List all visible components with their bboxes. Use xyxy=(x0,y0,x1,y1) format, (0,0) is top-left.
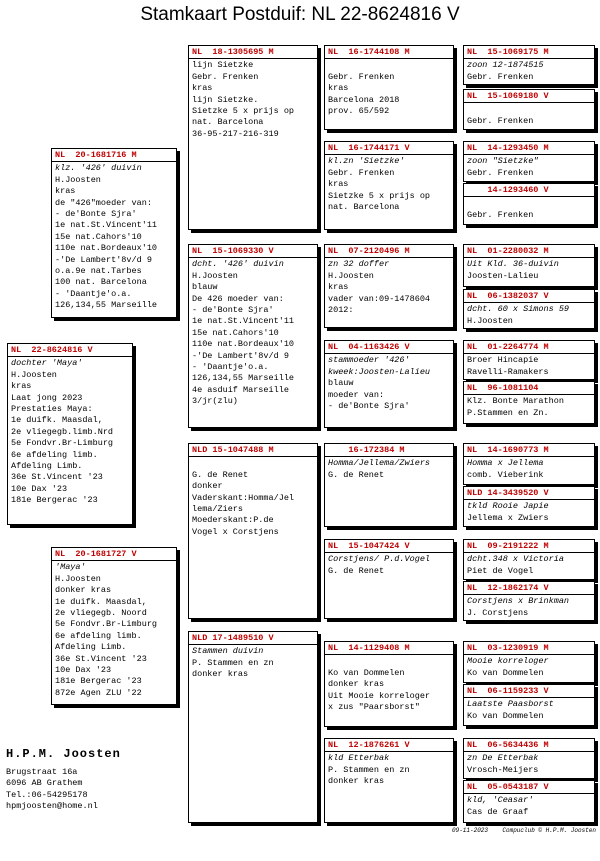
pigeon-details xyxy=(325,553,453,578)
owner-phone: Tel.:06-54295178 xyxy=(6,789,88,800)
detail-line: 2012: xyxy=(328,305,354,316)
pigeon-details xyxy=(325,354,453,413)
detail-line: kras xyxy=(192,83,213,94)
detail-line: tkld Rooie Japie xyxy=(467,501,549,512)
ring-number: NL 12-1862174 V xyxy=(464,582,594,595)
detail-line: 5e Fondvr.Br-Limburg xyxy=(55,619,158,630)
detail-line: o.a.9e nat.Tarbes xyxy=(55,266,142,277)
pigeon-details xyxy=(325,59,453,118)
detail-line: 2e vliegegb. Noord xyxy=(55,608,147,619)
pigeon-details xyxy=(464,752,594,777)
pigeon-details xyxy=(52,162,176,312)
owner-address-line: 6096 AB Grathem xyxy=(6,778,83,789)
pigeon-card-mfmm[interactable] xyxy=(463,581,595,621)
detail-line: P. Stammen en zn xyxy=(328,764,410,775)
pigeon-card-fmmf[interactable] xyxy=(463,340,595,380)
detail-line: dcht. '426' duivin xyxy=(192,259,284,270)
detail-line: 872e Agen ZLU '22 xyxy=(55,687,142,698)
detail-line: Gebr. Frenken xyxy=(467,115,534,126)
detail-line: Stammen duivin xyxy=(192,646,264,657)
detail-line: 126,134,55 Marseille xyxy=(55,300,158,311)
ring-number: NL 20-1681716 M xyxy=(52,149,176,162)
pigeon-card-mfmf[interactable] xyxy=(463,539,595,580)
detail-line: moeder van: xyxy=(328,389,385,400)
detail-line: donker kras xyxy=(192,669,249,680)
detail-line: Broer Hincapie xyxy=(467,355,539,366)
pigeon-details xyxy=(325,457,453,482)
pigeon-card-mmm[interactable] xyxy=(324,738,454,823)
detail-line: 5e Fondvr.Br-Limburg xyxy=(11,438,114,449)
pigeon-details xyxy=(189,258,317,408)
page-title: Stamkaart Postduif: NL 22-8624816 V xyxy=(140,4,460,25)
pigeon-card-mmff[interactable] xyxy=(463,641,595,683)
detail-line xyxy=(467,198,591,209)
detail-line: Uit Kld. 36-duivin xyxy=(467,259,559,270)
detail-line: kras xyxy=(328,179,349,190)
pigeon-card-subject[interactable] xyxy=(7,343,133,525)
ring-number: NL 14-1690773 M xyxy=(464,444,594,457)
detail-line: Homma/Jellema/Zwiers xyxy=(328,458,431,469)
detail-line: Ko van Dommelen xyxy=(467,667,544,678)
pigeon-card-mmf[interactable] xyxy=(324,641,454,727)
pigeon-card-ffmm[interactable] xyxy=(463,183,595,225)
detail-line: Laatste Paasborst xyxy=(467,699,554,710)
detail-line: 10e Dax '23 xyxy=(11,483,68,494)
pigeon-card-ff[interactable] xyxy=(188,45,318,230)
detail-line: kras xyxy=(328,282,349,293)
pigeon-card-fmm[interactable] xyxy=(324,340,454,428)
detail-line: -'De Lambert'8v/d 9 xyxy=(192,350,289,361)
pigeon-card-ffff[interactable] xyxy=(463,45,595,85)
ring-number: NL 18-1305695 M xyxy=(189,46,317,59)
pigeon-card-mmfm[interactable] xyxy=(463,684,595,726)
detail-line: kld Etterbak xyxy=(328,753,390,764)
detail-line: 181e Bergerac '23 xyxy=(55,676,142,687)
detail-line: Corstjens x Brinkman xyxy=(467,596,570,607)
detail-line: zn 32 doffer xyxy=(328,259,390,270)
ring-number: NL 14-1129408 M xyxy=(325,642,453,655)
pigeon-card-fmff[interactable] xyxy=(463,244,595,287)
pigeon-details xyxy=(464,258,594,283)
detail-line: Moederskant:P.de xyxy=(192,515,274,526)
pigeon-card-fffm[interactable] xyxy=(463,89,595,130)
detail-line: 3/jr(zlu) xyxy=(192,396,238,407)
detail-line: klz. '426' duivin xyxy=(55,163,142,174)
pigeon-card-mffm[interactable] xyxy=(463,486,595,527)
detail-line: zoon 12-1874515 xyxy=(467,60,544,71)
detail-line: 4e asduif Marseille xyxy=(192,384,289,395)
detail-line: dcht.348 x Victoria xyxy=(467,554,564,565)
detail-line: Ko van Dommelen xyxy=(328,667,405,678)
detail-line: 1e duifk. Maasdal, xyxy=(11,415,103,426)
detail-line: kl.zn 'Sietzke' xyxy=(328,156,405,167)
ring-number: NL 06-1382037 V xyxy=(464,290,594,303)
ring-number: NL 07-2120496 M xyxy=(325,245,453,258)
pigeon-card-mff[interactable] xyxy=(324,443,454,527)
detail-line: 1e nat.St.Vincent'11 xyxy=(192,316,295,327)
detail-line: - de'Bonte Sjra' xyxy=(328,401,410,412)
detail-line: lijn Sietzke xyxy=(192,60,254,71)
detail-line: G. de Renet xyxy=(328,565,385,576)
ring-number: NLD 17-1489510 V xyxy=(189,632,317,645)
detail-line: Sietzke 5 x prijs op xyxy=(328,190,431,201)
pigeon-details xyxy=(464,655,594,680)
ring-number: NL 16-1744108 M xyxy=(325,46,453,59)
detail-line: de "426"moeder van: xyxy=(55,197,152,208)
pigeon-details xyxy=(464,500,594,525)
pigeon-card-mmmm[interactable] xyxy=(463,780,595,823)
detail-line: Piet de Vogel xyxy=(467,565,534,576)
detail-line: 'Maya' xyxy=(55,562,86,573)
ring-number: 16-172384 M xyxy=(325,444,453,457)
pigeon-details xyxy=(464,395,594,420)
detail-line: 100 nat. Barcelona xyxy=(55,277,147,288)
ring-number: NL 06-5634436 M xyxy=(464,739,594,752)
detail-line: donker kras xyxy=(328,679,385,690)
owner-email: hpmjoosten@home.nl xyxy=(6,801,98,812)
detail-line: Joosten-Lalieu xyxy=(467,270,539,281)
ring-number: NL 22-8624816 V xyxy=(8,344,132,357)
detail-line: Klz. Bonte Marathon xyxy=(467,396,564,407)
detail-line: 6e afdeling limb. xyxy=(55,630,142,641)
detail-line: - 'Daantje'o.a. xyxy=(55,288,132,299)
pigeon-card-father[interactable] xyxy=(51,148,177,318)
detail-line: stammoeder '426' xyxy=(328,355,410,366)
ring-number: NL 15-1069180 V xyxy=(464,90,594,103)
ring-number: NL 03-1230919 M xyxy=(464,642,594,655)
ring-number: NL 01-2264774 M xyxy=(464,341,594,354)
detail-line: P.Stammen en Zn. xyxy=(467,407,549,418)
detail-line: 126,134,55 Marseille xyxy=(192,373,295,384)
detail-line: nat. Barcelona xyxy=(192,117,264,128)
detail-line: Corstjens/ P.d.Vogel xyxy=(328,554,431,565)
detail-line: lema/Ziers xyxy=(192,504,244,515)
detail-line: 110e nat.Bordeaux'10 xyxy=(55,243,158,254)
detail-line: kld, 'Ceasar' xyxy=(467,795,534,806)
detail-line: G. de Renet xyxy=(328,469,385,480)
pigeon-details xyxy=(464,197,594,222)
pigeon-details xyxy=(464,457,594,482)
detail-line xyxy=(467,104,591,115)
ring-number: NL 09-2191222 M xyxy=(464,540,594,553)
detail-line: prov. 65/592 xyxy=(328,106,390,117)
pigeon-details xyxy=(464,354,594,379)
detail-line: kras xyxy=(11,381,32,392)
detail-line: lijn Sietzke. xyxy=(192,94,259,105)
detail-line: Laat jong 2023 xyxy=(11,392,83,403)
detail-line xyxy=(328,656,450,667)
ring-number: NL 20-1681727 V xyxy=(52,548,176,561)
detail-line: Cas de Graaf xyxy=(467,806,529,817)
pigeon-details xyxy=(464,155,594,180)
detail-line: kras xyxy=(328,83,349,94)
ring-number: NL 01-2280032 M xyxy=(464,245,594,258)
detail-line: De 426 moeder van: xyxy=(192,293,284,304)
detail-line: P. Stammen en zn xyxy=(192,657,274,668)
detail-line: Vrosch-Meijers xyxy=(467,764,539,775)
pigeon-details xyxy=(464,103,594,128)
detail-line: Gebr. Frenken xyxy=(467,71,534,82)
detail-line: Afdeling Limb. xyxy=(11,461,83,472)
detail-line: - 'Daantje'o.a. xyxy=(192,362,269,373)
pigeon-details xyxy=(325,655,453,714)
detail-line: 15e nat.Cahors'10 xyxy=(55,231,142,242)
detail-line: 1e nat.St.Vincent'11 xyxy=(55,220,158,231)
detail-line: Jellema x Zwiers xyxy=(467,512,549,523)
pigeon-details xyxy=(464,59,594,84)
pigeon-details xyxy=(325,258,453,317)
pigeon-details xyxy=(189,645,317,681)
pigeon-details xyxy=(52,561,176,700)
detail-line: donker xyxy=(192,481,223,492)
detail-line: Barcelona 2018 xyxy=(328,94,400,105)
detail-line: Gebr. Frenken xyxy=(328,71,395,82)
detail-line: J. Corstjens xyxy=(467,607,529,618)
detail-line: donker kras xyxy=(328,776,385,787)
ring-number: NL 12-1876261 V xyxy=(325,739,453,752)
ring-number: NLD 14-3439520 V xyxy=(464,487,594,500)
ring-number: NL 06-1159233 V xyxy=(464,685,594,698)
detail-line: blauw xyxy=(328,378,354,389)
owner-block xyxy=(6,747,121,813)
pigeon-details xyxy=(464,303,594,328)
pigeon-card-fmf[interactable] xyxy=(324,244,454,328)
ring-number: NL 15-1069175 M xyxy=(464,46,594,59)
detail-line: Gebr. Frenken xyxy=(467,209,534,220)
detail-line: 181e Bergerac '23 xyxy=(11,495,98,506)
detail-line: Homma x Jellema xyxy=(467,458,544,469)
detail-line: kweek:Joosten-Lalieu xyxy=(328,366,431,377)
detail-line: 36-95-217-216-319 xyxy=(192,128,279,139)
detail-line: Gebr. Frenken xyxy=(328,167,395,178)
pigeon-details xyxy=(464,698,594,723)
detail-line: zoon "Sietzke" xyxy=(467,156,539,167)
detail-line: 10e Dax '23 xyxy=(55,665,112,676)
detail-line: Afdeling Limb. xyxy=(55,642,127,653)
pigeon-card-mm[interactable] xyxy=(188,631,318,823)
pigeon-card-mother[interactable] xyxy=(51,547,177,705)
pigeon-card-fff[interactable] xyxy=(324,45,454,130)
detail-line: H.Joosten xyxy=(55,573,101,584)
ring-number: NL 16-1744171 V xyxy=(325,142,453,155)
ring-number: NL 04-1163426 V xyxy=(325,341,453,354)
detail-line xyxy=(192,458,314,469)
detail-line: Uit Mooie korreloger xyxy=(328,690,431,701)
pigeon-details xyxy=(8,357,132,507)
detail-line: H.Joosten xyxy=(467,315,513,326)
ring-number: NL 96-1081104 xyxy=(464,382,594,395)
pigeon-card-fmfm[interactable] xyxy=(463,289,595,329)
pigeon-card-ffmf[interactable] xyxy=(463,141,595,182)
detail-line: Ravelli-Ramakers xyxy=(467,366,549,377)
detail-line: nat. Barcelona xyxy=(328,202,400,213)
detail-line: zn De Etterbak xyxy=(467,753,539,764)
pigeon-details xyxy=(189,457,317,539)
detail-line: - de'Bonte Sjra' xyxy=(192,305,274,316)
detail-line: vader van:09-1478604 xyxy=(328,293,431,304)
detail-line: G. de Renet xyxy=(192,469,249,480)
detail-line: Gebr. Frenken xyxy=(192,71,259,82)
detail-line: 2e vliegegb.limb.Nrd xyxy=(11,426,114,437)
pigeon-card-fmmm[interactable] xyxy=(463,381,595,424)
ring-number: 14-1293460 V xyxy=(464,184,594,197)
detail-line: comb. Vieberink xyxy=(467,469,544,480)
pigeon-details xyxy=(325,155,453,214)
detail-line: 36e St.Vincent '23 xyxy=(11,472,103,483)
detail-line: Sietzke 5 x prijs op xyxy=(192,106,295,117)
detail-line: 15e nat.Cahors'10 xyxy=(192,327,279,338)
ring-number: NL 15-1069330 V xyxy=(189,245,317,258)
detail-line: blauw xyxy=(192,282,218,293)
detail-line: - de'Bonte Sjra' xyxy=(55,209,137,220)
detail-line xyxy=(328,60,450,71)
ring-number: NL 15-1047424 V xyxy=(325,540,453,553)
ring-number: NLD 15-1047488 M xyxy=(189,444,317,457)
detail-line: x zus "Paarsborst" xyxy=(328,702,420,713)
detail-line: dcht. 60 x Simons 59 xyxy=(467,304,570,315)
pigeon-details xyxy=(464,794,594,819)
owner-address-line: Brugstraat 16a xyxy=(6,767,78,777)
pigeon-card-ffm[interactable] xyxy=(324,141,454,230)
detail-line: 36e St.Vincent '23 xyxy=(55,653,147,664)
detail-line: donker kras xyxy=(55,585,112,596)
pigeon-details xyxy=(464,595,594,620)
detail-line: H.Joosten xyxy=(55,174,101,185)
pigeon-card-mmmf[interactable] xyxy=(463,738,595,779)
detail-line: 110e nat.Bordeaux'10 xyxy=(192,339,295,350)
footer-credit: 09-11-2023 Compuclub © H.P.M. Joosten xyxy=(452,827,597,834)
detail-line: kras xyxy=(55,186,76,197)
detail-line: Ko van Dommelen xyxy=(467,710,544,721)
detail-line: H.Joosten xyxy=(328,270,374,281)
pigeon-card-mf[interactable] xyxy=(188,443,318,619)
owner-name: H.P.M. Joosten xyxy=(6,747,121,761)
pigeon-card-fm[interactable] xyxy=(188,244,318,428)
detail-line: H.Joosten xyxy=(192,270,238,281)
detail-line: Mooie korreloger xyxy=(467,656,549,667)
detail-line: 1e duifk. Maasdal, xyxy=(55,596,147,607)
detail-line: Vogel x Corstjens xyxy=(192,526,279,537)
detail-line: 6e afdeling limb. xyxy=(11,449,98,460)
detail-line: Vaderskant:Homma/Jel xyxy=(192,492,295,503)
pigeon-card-mfm[interactable] xyxy=(324,539,454,619)
pigeon-details xyxy=(464,553,594,578)
ring-number: NL 05-0543187 V xyxy=(464,781,594,794)
detail-line: -'De Lambert'8v/d 9 xyxy=(55,254,152,265)
detail-line: Gebr. Frenken xyxy=(467,167,534,178)
ring-number: NL 14-1293450 M xyxy=(464,142,594,155)
pigeon-details xyxy=(189,59,317,141)
detail-line: H.Joosten xyxy=(11,369,57,380)
detail-line: Prestaties Maya: xyxy=(11,404,93,415)
detail-line: dochter 'Maya' xyxy=(11,358,83,369)
pigeon-card-mfff[interactable] xyxy=(463,443,595,485)
pigeon-details xyxy=(325,752,453,788)
